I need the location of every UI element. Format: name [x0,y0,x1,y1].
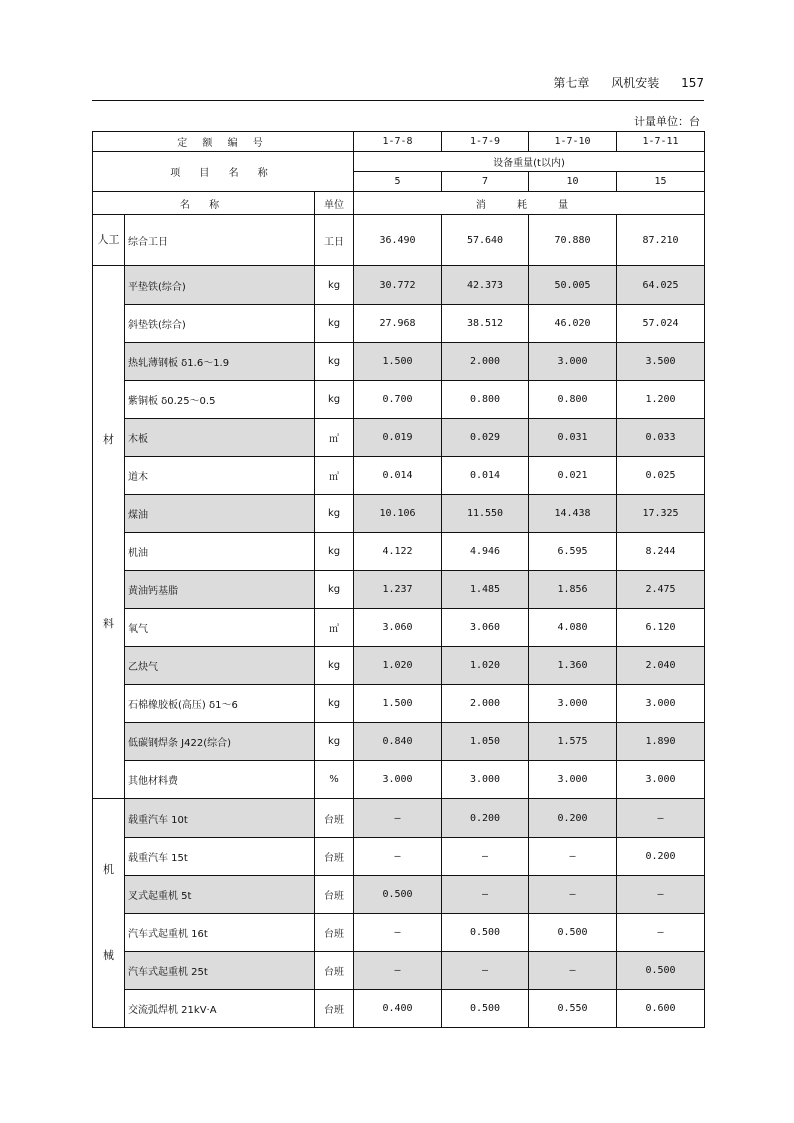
value-cell: — [529,876,617,914]
page-number: 157 [681,76,704,90]
item-name: 道木 [125,457,315,495]
material-row [93,761,705,799]
col-consumption-label: 消 耗 量 [354,192,705,215]
chapter-title: 第七章 [553,76,590,90]
weight-cell: 7 [442,172,529,192]
item-name: 石棉橡胶板(高压) δ1～6 [125,685,315,723]
value-cell: 0.014 [354,457,442,495]
value-cell: 3.060 [442,609,529,647]
value-cell: 0.033 [617,419,705,457]
material-row [93,457,705,495]
item-unit: 台班 [315,952,354,990]
header-rule [92,100,704,101]
value-cell: 1.020 [354,647,442,685]
value-cell: 1.485 [442,571,529,609]
machinery-row [93,990,705,1028]
labor-category: 人工 [93,215,125,266]
value-cell: 3.000 [529,685,617,723]
material-row [93,533,705,571]
value-cell: 3.060 [354,609,442,647]
value-cell: 0.600 [617,990,705,1028]
item-name: 低碳钢焊条 J422(综合) [125,723,315,761]
value-cell: 2.040 [617,647,705,685]
value-cell: 2.475 [617,571,705,609]
item-name: 载重汽车 10t [125,799,315,838]
item-unit: kg [315,495,354,533]
item-name: 斜垫铁(综合) [125,305,315,343]
material-row [93,495,705,533]
value-cell: 0.800 [442,381,529,419]
value-cell: 0.021 [529,457,617,495]
weight-cell: 5 [354,172,442,192]
item-name: 平垫铁(综合) [125,266,315,305]
item-name: 黄油钙基脂 [125,571,315,609]
value-cell: 0.550 [529,990,617,1028]
code-cell: 1-7-10 [529,132,617,152]
value-cell: 3.000 [529,343,617,381]
value-cell: — [354,799,442,838]
item-name: 汽车式起重机 25t [125,952,315,990]
item-name-label: 项 目 名 称 [93,152,354,192]
value-cell: 0.700 [354,381,442,419]
value-cell: 17.325 [617,495,705,533]
value-cell: — [354,952,442,990]
value-cell: 0.500 [354,876,442,914]
item-unit: kg [315,647,354,685]
value-cell: 0.031 [529,419,617,457]
item-name: 紫铜板 δ0.25～0.5 [125,381,315,419]
material-row [93,647,705,685]
item-unit: kg [315,685,354,723]
value-cell: 3.000 [617,761,705,799]
value-cell: 70.880 [529,215,617,266]
value-cell: 4.122 [354,533,442,571]
page-header [92,74,704,94]
section-title: 风机安装 [611,76,660,90]
value-cell: 3.000 [529,761,617,799]
machinery-row [93,914,705,952]
value-cell: 46.020 [529,305,617,343]
value-cell: — [354,914,442,952]
value-cell: 0.500 [529,914,617,952]
item-unit: kg [315,305,354,343]
item-unit: kg [315,266,354,305]
item-name: 热轧薄钢板 δ1.6～1.9 [125,343,315,381]
value-cell: 4.080 [529,609,617,647]
value-cell: 42.373 [442,266,529,305]
materials-category-top: 材 [103,432,114,446]
machinery-row [93,838,705,876]
value-cell: 3.000 [354,761,442,799]
item-unit: kg [315,533,354,571]
group-row [93,152,705,172]
value-cell: 0.200 [529,799,617,838]
value-cell: 1.890 [617,723,705,761]
value-cell: — [442,952,529,990]
value-cell: — [442,876,529,914]
machinery-category [93,799,125,1028]
value-cell: 0.500 [442,990,529,1028]
item-name: 木板 [125,419,315,457]
material-row [93,343,705,381]
material-row [93,419,705,457]
machinery-category-top: 机 [103,862,114,876]
machinery-row [93,799,705,838]
item-name: 机油 [125,533,315,571]
value-cell: — [617,876,705,914]
item-name: 综合工日 [125,215,315,266]
value-cell: 1.237 [354,571,442,609]
value-cell: 27.968 [354,305,442,343]
value-cell: 36.490 [354,215,442,266]
value-cell: — [529,952,617,990]
value-cell: 0.200 [617,838,705,876]
item-name: 交流弧焊机 21kV·A [125,990,315,1028]
column-header-row [93,192,705,215]
value-cell: 87.210 [617,215,705,266]
item-name: 载重汽车 15t [125,838,315,876]
value-cell: 3.500 [617,343,705,381]
machinery-category-bottom: 械 [103,949,114,963]
value-cell: 3.000 [442,761,529,799]
value-cell: 1.020 [442,647,529,685]
item-unit: 台班 [315,914,354,952]
material-row [93,305,705,343]
value-cell: 64.025 [617,266,705,305]
value-cell: 0.500 [442,914,529,952]
value-cell: 0.800 [529,381,617,419]
item-unit: kg [315,381,354,419]
item-name: 煤油 [125,495,315,533]
item-unit: 台班 [315,876,354,914]
value-cell: 1.200 [617,381,705,419]
value-cell: 50.005 [529,266,617,305]
unit-note: 计量单位：台 [634,115,700,128]
materials-category [93,266,125,799]
value-cell: 0.400 [354,990,442,1028]
item-unit: ㎥ [315,457,354,495]
material-row [93,685,705,723]
labor-row [93,215,705,266]
weight-cell: 10 [529,172,617,192]
value-cell: 38.512 [442,305,529,343]
item-unit: ㎥ [315,609,354,647]
item-unit: kg [315,571,354,609]
material-row [93,381,705,419]
value-cell: 11.550 [442,495,529,533]
material-row [93,571,705,609]
quota-code-row [93,132,705,152]
value-cell: 1.500 [354,343,442,381]
weight-cell: 15 [617,172,705,192]
value-cell: 0.200 [442,799,529,838]
item-name: 乙炔气 [125,647,315,685]
value-cell: 10.106 [354,495,442,533]
material-row [93,609,705,647]
item-unit: 台班 [315,990,354,1028]
value-cell: 0.019 [354,419,442,457]
value-cell: 0.500 [617,952,705,990]
value-cell: 1.360 [529,647,617,685]
value-cell: 1.500 [354,685,442,723]
weight-group-label: 设备重量(t以内) [354,152,705,172]
value-cell: 6.120 [617,609,705,647]
machinery-row [93,952,705,990]
value-cell: 0.840 [354,723,442,761]
value-cell: — [617,914,705,952]
item-unit: kg [315,723,354,761]
code-cell: 1-7-8 [354,132,442,152]
item-unit: 工日 [315,215,354,266]
item-unit: 台班 [315,799,354,838]
value-cell: 1.856 [529,571,617,609]
value-cell: 30.772 [354,266,442,305]
quota-table [92,131,705,1028]
value-cell: 4.946 [442,533,529,571]
item-unit: ㎥ [315,419,354,457]
item-unit: kg [315,343,354,381]
value-cell: 0.014 [442,457,529,495]
col-unit-label: 单位 [315,192,354,215]
value-cell: — [617,799,705,838]
value-cell: 14.438 [529,495,617,533]
item-name: 汽车式起重机 16t [125,914,315,952]
value-cell: 2.000 [442,343,529,381]
value-cell: 57.024 [617,305,705,343]
code-cell: 1-7-9 [442,132,529,152]
item-unit: 台班 [315,838,354,876]
materials-category-bottom: 料 [103,617,114,631]
value-cell: — [529,838,617,876]
item-unit: % [315,761,354,799]
value-cell: 0.025 [617,457,705,495]
item-name: 其他材料费 [125,761,315,799]
value-cell: 2.000 [442,685,529,723]
value-cell: 1.575 [529,723,617,761]
value-cell: — [442,838,529,876]
value-cell: 6.595 [529,533,617,571]
material-row [93,266,705,305]
machinery-row [93,876,705,914]
value-cell: 0.029 [442,419,529,457]
value-cell: 57.640 [442,215,529,266]
code-cell: 1-7-11 [617,132,705,152]
value-cell: 3.000 [617,685,705,723]
item-name: 氧气 [125,609,315,647]
col-name-label: 名 称 [93,192,315,215]
item-name: 叉式起重机 5t [125,876,315,914]
value-cell: 8.244 [617,533,705,571]
value-cell: 1.050 [442,723,529,761]
material-row [93,723,705,761]
value-cell: — [354,838,442,876]
quota-code-label: 定 额 编 号 [93,132,354,152]
